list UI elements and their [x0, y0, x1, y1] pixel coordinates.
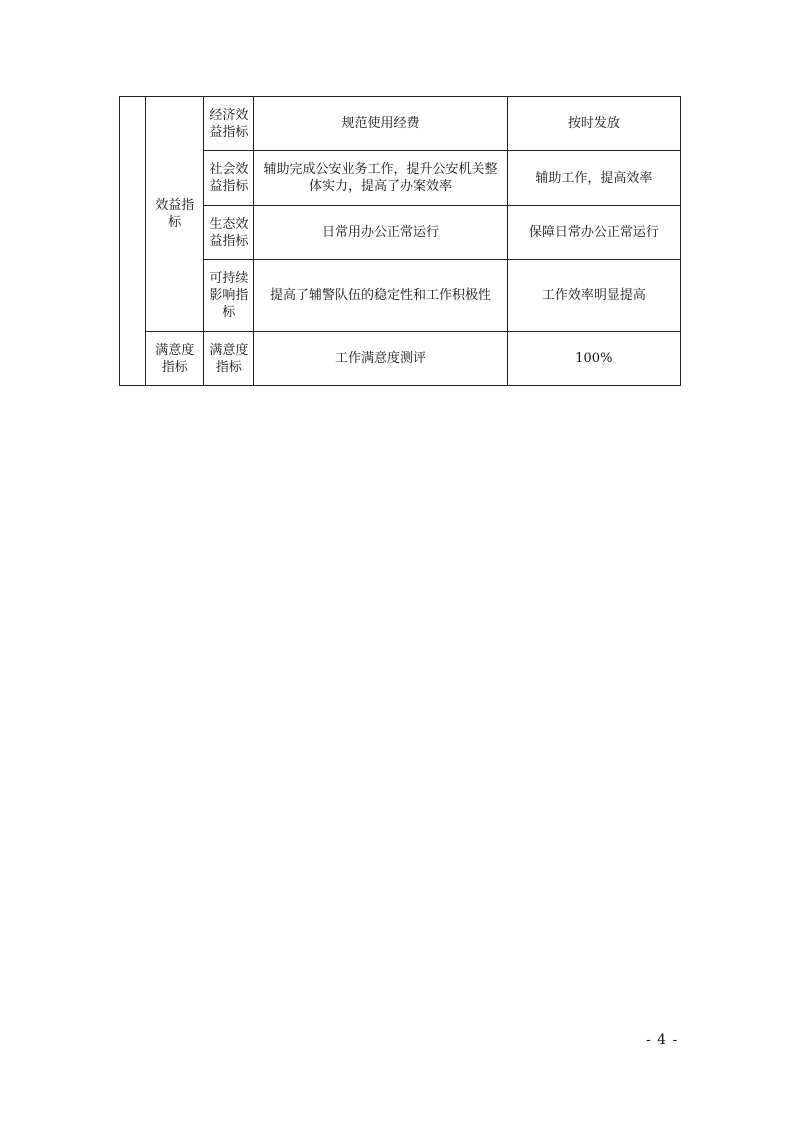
table-row — [120, 97, 681, 151]
table-row — [120, 151, 681, 206]
content-text: 规范使用经费 — [341, 116, 420, 131]
content-text: 工作满意度测评 — [334, 351, 426, 366]
content-cell — [254, 332, 507, 386]
indicator-cell — [204, 97, 254, 151]
content-cell — [254, 260, 507, 332]
page-number: - 4 - — [646, 1032, 679, 1048]
content-text: 辅助完成公安业务工作，提升公安机关整体实力，提高了办案效率 — [263, 162, 498, 194]
indicator-cell — [204, 332, 254, 386]
group-outcome-cell — [145, 97, 203, 332]
target-text: 按时发放 — [567, 116, 620, 131]
target-text: 工作效率明显提高 — [541, 288, 646, 303]
group-label: 效益指标 — [155, 198, 195, 230]
indicator-label: 满意度指标 — [209, 342, 249, 375]
content-cell — [254, 151, 507, 206]
target-text: 100% — [575, 351, 613, 366]
target-cell — [507, 332, 680, 386]
group-satisfaction-cell — [145, 332, 203, 386]
target-cell — [507, 151, 680, 206]
indicator-label: 社会效益指标 — [209, 162, 249, 194]
target-cell — [507, 97, 680, 151]
table-row — [120, 332, 681, 386]
indicator-cell — [204, 151, 254, 206]
content-cell — [254, 206, 507, 260]
outer-category-cell — [120, 97, 146, 386]
content-text: 提高了辅警队伍的稳定性和工作积极性 — [269, 288, 491, 303]
performance-indicator-table — [119, 96, 681, 386]
indicator-label: 生态效益指标 — [209, 216, 249, 249]
indicator-cell — [204, 260, 254, 332]
group-label: 满意度指标 — [155, 342, 195, 375]
indicator-label: 经济效益指标 — [209, 107, 249, 140]
table-row — [120, 260, 681, 332]
indicator-label: 可持续影响指标 — [209, 271, 249, 320]
target-cell — [507, 206, 680, 260]
content-text: 日常用办公正常运行 — [321, 225, 439, 240]
table-row — [120, 206, 681, 260]
indicator-cell — [204, 206, 254, 260]
target-cell — [507, 260, 680, 332]
content-cell — [254, 97, 507, 151]
target-text: 保障日常办公正常运行 — [528, 225, 659, 240]
target-text: 辅助工作，提高效率 — [535, 170, 653, 186]
